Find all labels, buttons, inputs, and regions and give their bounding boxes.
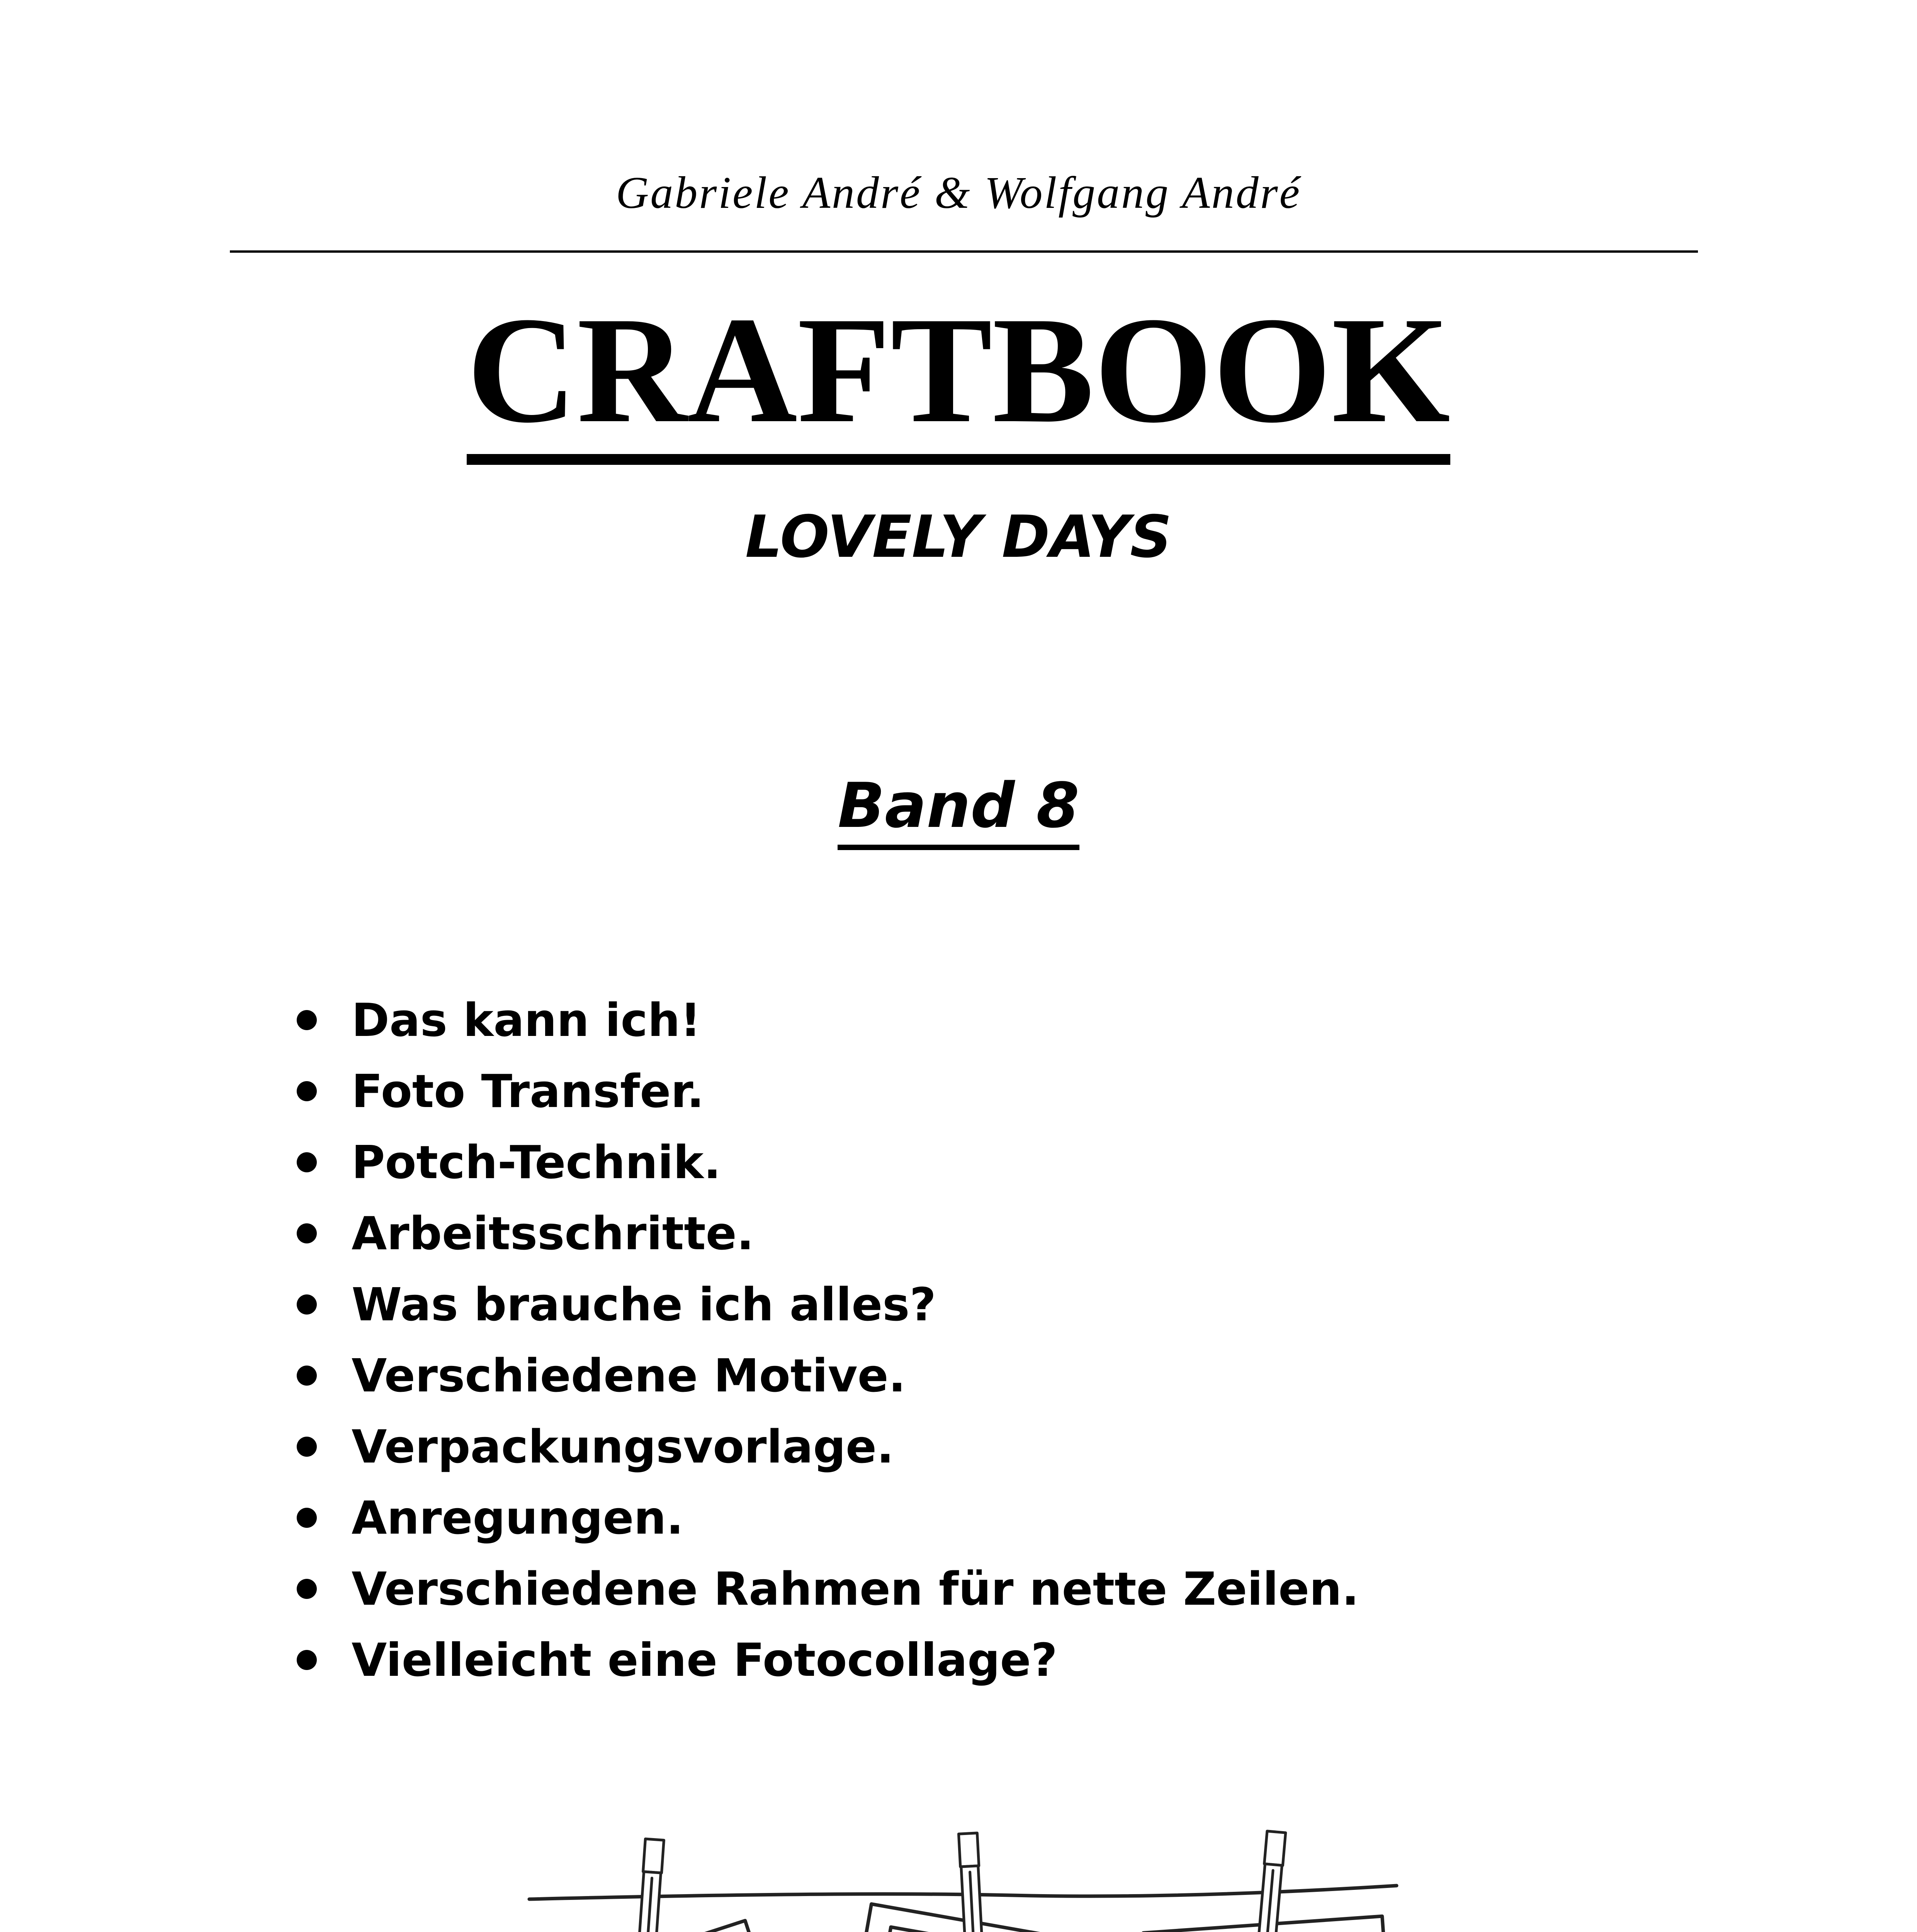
book-title: CRAFTBOOK xyxy=(467,294,1450,465)
title-block xyxy=(0,286,1917,465)
clothespin-icon xyxy=(638,1839,664,1932)
list-item xyxy=(294,1624,1359,1696)
bullet-icon xyxy=(297,1650,317,1670)
list-item xyxy=(294,1269,1359,1340)
topic-label: Verschiedene Rahmen für nette Zeilen. xyxy=(352,1562,1359,1616)
bullet-icon xyxy=(297,1081,317,1101)
bullet-icon xyxy=(297,1508,317,1528)
photo-frame xyxy=(506,1920,823,1932)
clothespin-icon xyxy=(958,1833,982,1932)
list-item xyxy=(294,1127,1359,1198)
topic-label: Anregungen. xyxy=(352,1491,684,1544)
clothespin-icon xyxy=(1258,1831,1286,1932)
topic-label: Foto Transfer. xyxy=(352,1065,704,1118)
topic-label: Was brauche ich alles? xyxy=(352,1278,936,1331)
topic-label: Das kann ich! xyxy=(352,993,701,1047)
bullet-icon xyxy=(297,1579,317,1599)
topic-label: Potch-Technik. xyxy=(352,1136,721,1189)
header-divider xyxy=(230,250,1698,253)
bullet-icon xyxy=(297,1366,317,1386)
topic-label: Arbeitsschritte. xyxy=(352,1207,754,1260)
hanging-photo-frames-icon xyxy=(498,1808,1426,1932)
bullet-icon xyxy=(297,1010,317,1030)
topic-label: Verpackungsvorlage. xyxy=(352,1420,894,1473)
volume-label: Band 8 xyxy=(838,769,1079,850)
bullet-icon xyxy=(297,1223,317,1243)
list-item xyxy=(294,985,1359,1056)
bullet-icon xyxy=(297,1437,317,1457)
list-item xyxy=(294,1198,1359,1269)
bullet-icon xyxy=(297,1294,317,1315)
topic-list xyxy=(294,985,1359,1696)
topic-label: Verschiedene Motive. xyxy=(352,1349,906,1402)
header-authors: Gabriele André & Wolfgang André xyxy=(616,167,1301,218)
bullet-icon xyxy=(297,1152,317,1172)
volume-heading xyxy=(0,769,1917,842)
book-subtitle: LOVELY DAYS xyxy=(745,503,1172,571)
list-item xyxy=(294,1411,1359,1482)
list-item xyxy=(294,1056,1359,1127)
list-item xyxy=(294,1340,1359,1411)
list-item xyxy=(294,1553,1359,1624)
list-item xyxy=(294,1482,1359,1553)
topic-label: Vielleicht eine Fotocollage? xyxy=(352,1633,1057,1687)
